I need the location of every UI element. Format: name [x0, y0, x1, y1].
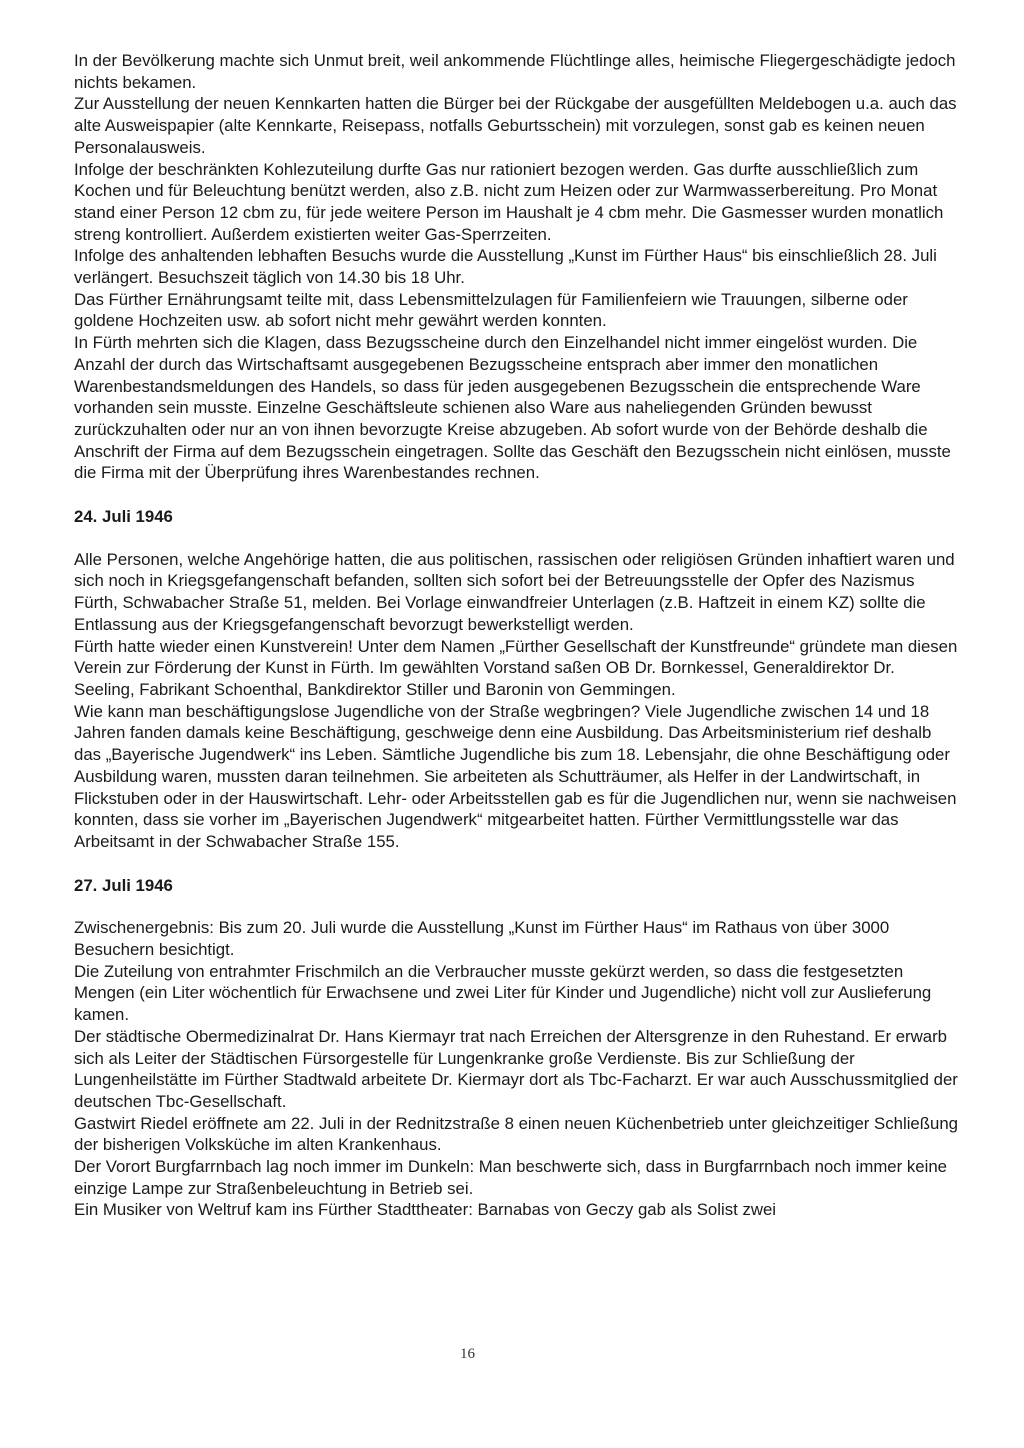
paragraph: Der städtische Obermedizinalrat Dr. Hans Kiermayr trat nach Erreichen der Altersgrenze in den Ruhestand. Er erwarb sich als Leiter der Städtischen Fürsorgestelle für Lungenkranke große Verdienste. Bis zur Schließung der Lungenheilstätte im Fürther Stadtwald arbeitete Dr. Kiermayr dort als Tbc-Facharzt. Er war auch Ausschussmitglied der deutschen Tbc-Gesellschaft. [74, 1026, 958, 1111]
paragraph: Infolge des anhaltenden lebhaften Besuchs wurde die Ausstellung „Kunst im Fürther Haus“ bis einschließlich 28. Juli verlängert. Besuchszeit täglich von 14.30 bis 18 Uhr. [74, 246, 937, 288]
page-number: 16 [460, 1346, 475, 1362]
paragraph: Wie kann man beschäftigungslose Jugendliche von der Straße wegbringen? Viele Jugendliche zwischen 14 und 18 Jahren fanden damals keine Beschäftigung, geschweige denn eine Ausbildung. Das Arbeitsministerium rief deshalb das „Bayerische Jugendwerk“ ins Leben. Sämtliche Jugendliche bis zum 18. Lebensjahr, die ohne Beschäftigung oder Ausbildung waren, mussten daran teilnehmen. Sie arbeiteten als Schutträumer, als Helfer in der Landwirtschaft, in Flickstuben oder in der Hauswirtschaft. Lehr- oder Arbeitsstellen gab es für die Jugendlichen nur, wenn sie nachweisen konnten, dass sie vorher im „Bayerischen Jugendwerk“ mitgearbeitet hatten. Fürther Vermittlungsstelle war das Arbeitsamt in der Schwabacher Straße 155. [74, 701, 957, 851]
paragraph: Zur Ausstellung der neuen Kennkarten hatten die Bürger bei der Rückgabe der ausgefüllten Meldebogen u.a. auch das alte Ausweispapier (alte Kennkarte, Reisepass, notfalls Geburtsschein) mit vorzulegen, sonst gab es keinen neuen Personalausweis. [74, 94, 957, 157]
paragraph: Zwischenergebnis: Bis zum 20. Juli wurde die Ausstellung „Kunst im Fürther Haus“ im Rathaus von über 3000 Besuchern besichtigt. [74, 918, 890, 960]
document-body [74, 50, 959, 1221]
paragraph: Infolge der beschränkten Kohlezuteilung durfte Gas nur rationiert bezogen werden. Gas durfte ausschließlich zum Kochen und für Beleuchtung benützt werden, also z.B. nicht zum Heizen oder zur Warmwasserbereitung. Pro Monat stand einer Person 12 cbm zu, für jede weitere Person im Haushalt je 4 cbm mehr. Die Gasmesser wurden monatlich streng kontrolliert. Außerdem existierten weiter Gas-Sperrzeiten. [74, 159, 944, 244]
paragraph: In der Bevölkerung machte sich Unmut breit, weil ankommende Flüchtlinge alles, heimische Fliegergeschädigte jedoch nichts bekamen. [74, 51, 956, 92]
paragraph: Das Fürther Ernährungsamt teilte mit, dass Lebensmittelzulagen für Familienfeiern wie Trauungen, silberne oder goldene Hochzeiten usw. ab sofort nicht mehr gewährt werden konnten. [74, 289, 908, 331]
date-heading: 24. Juli 1946 [74, 507, 173, 527]
date-heading: 27. Juli 1946 [74, 875, 173, 895]
paragraph: In Fürth mehrten sich die Klagen, dass Bezugsscheine durch den Einzelhandel nicht immer eingelöst wurden. Die Anzahl der durch das Wirtschaftsamt ausgegebenen Bezugsscheine entsprach aber immer den monatlichen Warenbestandsmeldungen des Handels, so dass für jeden ausgegebenen Bezugsschein die entsprechende Ware vorhanden sein musste. Einzelne Geschäftsleute schienen also Ware aus naheliegenden Gründen bewusst zurückzuhalten oder nur an von ihnen bevorzugte Kreise abzugeben. Ab sofort wurde von der Behörde deshalb die Anschrift der Firma auf dem Bezugsschein eingetragen. Sollte das Geschäft den Bezugsschein nicht einlösen, musste die Firma mit der Überprüfung ihres Warenbestandes rechnen. [74, 333, 951, 483]
paragraph: Gastwirt Riedel eröffnete am 22. Juli in der Rednitzstraße 8 einen neuen Küchenbetrieb unter gleichzeitiger Schließung der bisherigen Volksküche im alten Krankenhaus. [74, 1113, 959, 1155]
paragraph: Die Zuteilung von entrahmter Frischmilch an die Verbraucher musste gekürzt werden, so dass die festgesetzten Mengen (ein Liter wöchentlich für Erwachsene und zwei Liter für Kinder und Jugendliche) nicht voll zur Auslieferung kamen. [74, 961, 932, 1025]
paragraph: Fürth hatte wieder einen Kunstverein! Unter dem Namen „Fürther Gesellschaft der Kunstfreunde“ gründete man diesen Verein zur Förderung der Kunst in Fürth. Im gewählten Vorstand saßen OB Dr. Bornkessel, Generaldirektor Dr. Seeling, Fabrikant Schoenthal, Bankdirektor Stiller und Baronin von Gemmingen. [74, 636, 958, 699]
paragraph: Ein Musiker von Weltruf kam ins Fürther Stadttheater: Barnabas von Geczy gab als Solist zwei [74, 1200, 777, 1220]
paragraph: Der Vorort Burgfarrnbach lag noch immer im Dunkeln: Man beschwerte sich, dass in Burgfarrnbach noch immer keine einzige Lampe zur Straßenbeleuchtung in Betrieb sei. [74, 1157, 948, 1198]
paragraph: Alle Personen, welche Angehörige hatten, die aus politischen, rassischen oder religiösen Gründen inhaftiert waren und sich noch in Kriegsgefangenschaft befanden, sollten sich sofort bei der Betreuungsstelle der Opfer des Nazismus Fürth, Schwabacher Straße 51, melden. Bei Vorlage einwandfreier Unterlagen (z.B. Haftzeit in einem KZ) sollte die Entlassung aus der Kriegsgefangenschaft bevorzugt bewerkstelligt werden. [74, 549, 955, 634]
